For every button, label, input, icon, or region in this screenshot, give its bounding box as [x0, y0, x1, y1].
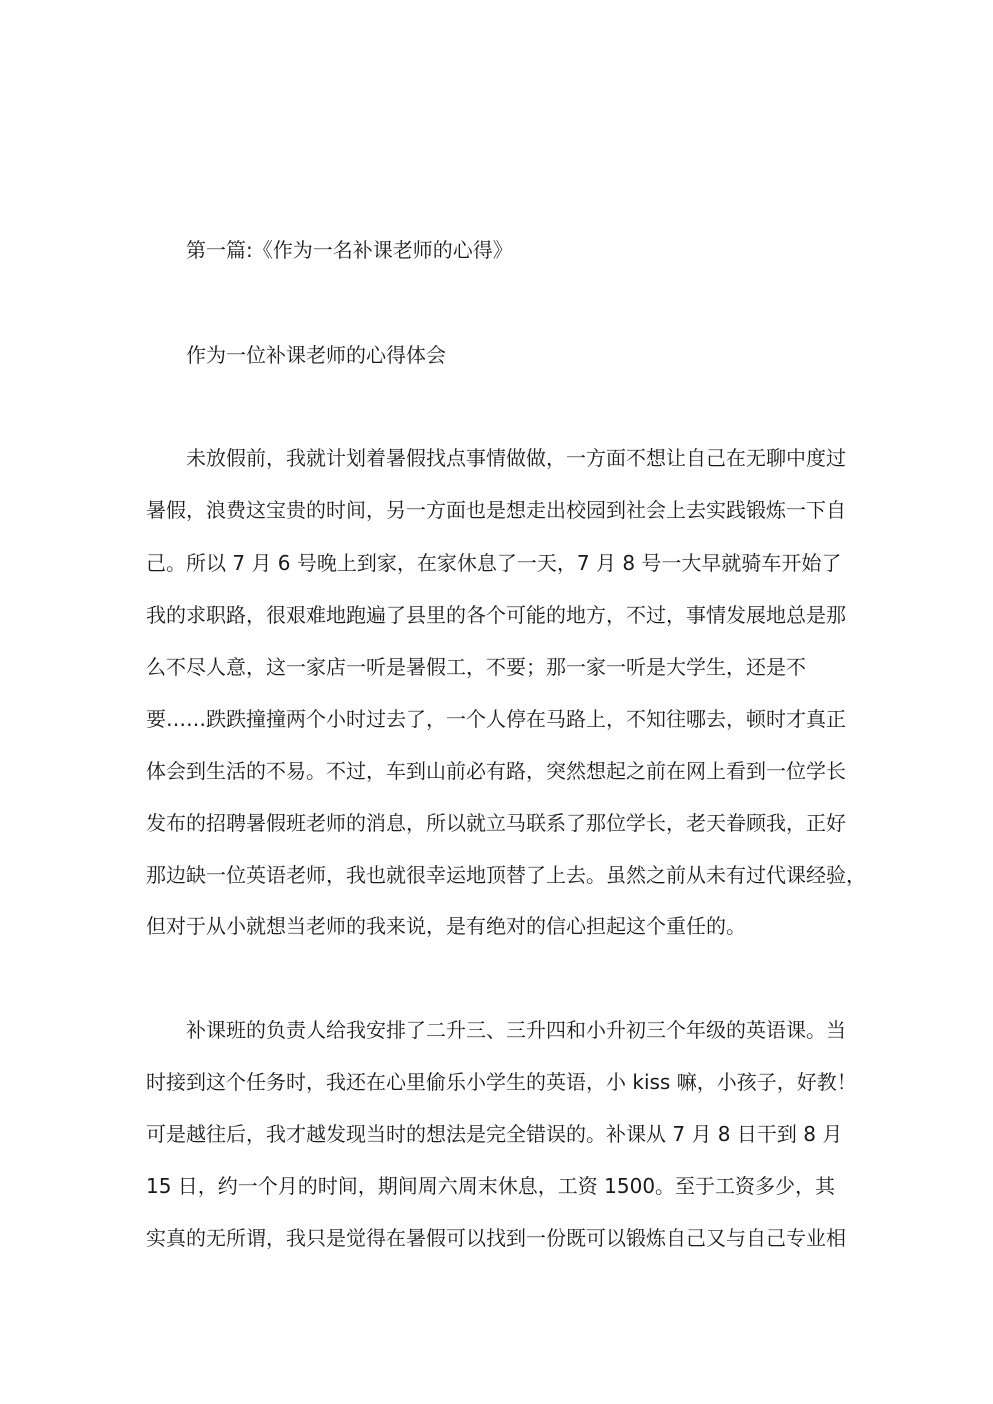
paragraph-line: 15 日，约一个月的时间，期间周六周末休息，工资 1500。至于工资多少，其 [146, 1174, 836, 1198]
paragraph-line: 体会到生活的不易。不过，车到山前必有路，突然想起之前在网上看到一位学长 [146, 759, 846, 783]
paragraph-line: 未放假前，我就计划着暑假找点事情做做，一方面不想让自己在无聊中度过 [186, 446, 846, 470]
paragraph-line: 实真的无所谓，我只是觉得在暑假可以找到一份既可以锻炼自己又与自己专业相 [146, 1226, 846, 1250]
paragraph-line: 要……跌跌撞撞两个小时过去了，一个人停在马路上，不知往哪去，顿时才真正 [146, 707, 846, 731]
paragraph-line: 暑假，浪费这宝贵的时间，另一方面也是想走出校园到社会上去实践锻炼一下自 [146, 498, 846, 522]
paragraph-line: 那边缺一位英语老师，我也就很幸运地顶替了上去。虽然之前从未有过代课经验， [146, 863, 866, 887]
document-subtitle: 作为一位补课老师的心得体会 [186, 343, 446, 367]
paragraph-line: 补课班的负责人给我安排了二升三、三升四和小升初三个年级的英语课。当 [186, 1018, 846, 1042]
paragraph-line: 可是越往后，我才越发现当时的想法是完全错误的。补课从 7 月 8 日干到 8 月 [146, 1122, 843, 1146]
paragraph-line: 己。所以 7 月 6 号晚上到家，在家休息了一天，7 月 8 号一大早就骑车开始了 [146, 551, 842, 575]
paragraph-line: 时接到这个任务时，我还在心里偷乐小学生的英语，小 kiss 嘛，小孩子，好教！ [146, 1070, 857, 1094]
paragraph-line: 发布的招聘暑假班老师的消息，所以就立马联系了那位学长，老天眷顾我，正好 [146, 811, 846, 835]
paragraph-line: 我的求职路，很艰难地跑遍了县里的各个可能的地方，不过，事情发展地总是那 [146, 603, 846, 627]
paragraph-line: 但对于从小就想当老师的我来说，是有绝对的信心担起这个重任的。 [146, 914, 746, 938]
document-title: 第一篇:《作为一名补课老师的心得》 [186, 238, 513, 262]
paragraph-line: 么不尽人意，这一家店一听是暑假工，不要；那一家一听是大学生，还是不 [146, 655, 806, 679]
